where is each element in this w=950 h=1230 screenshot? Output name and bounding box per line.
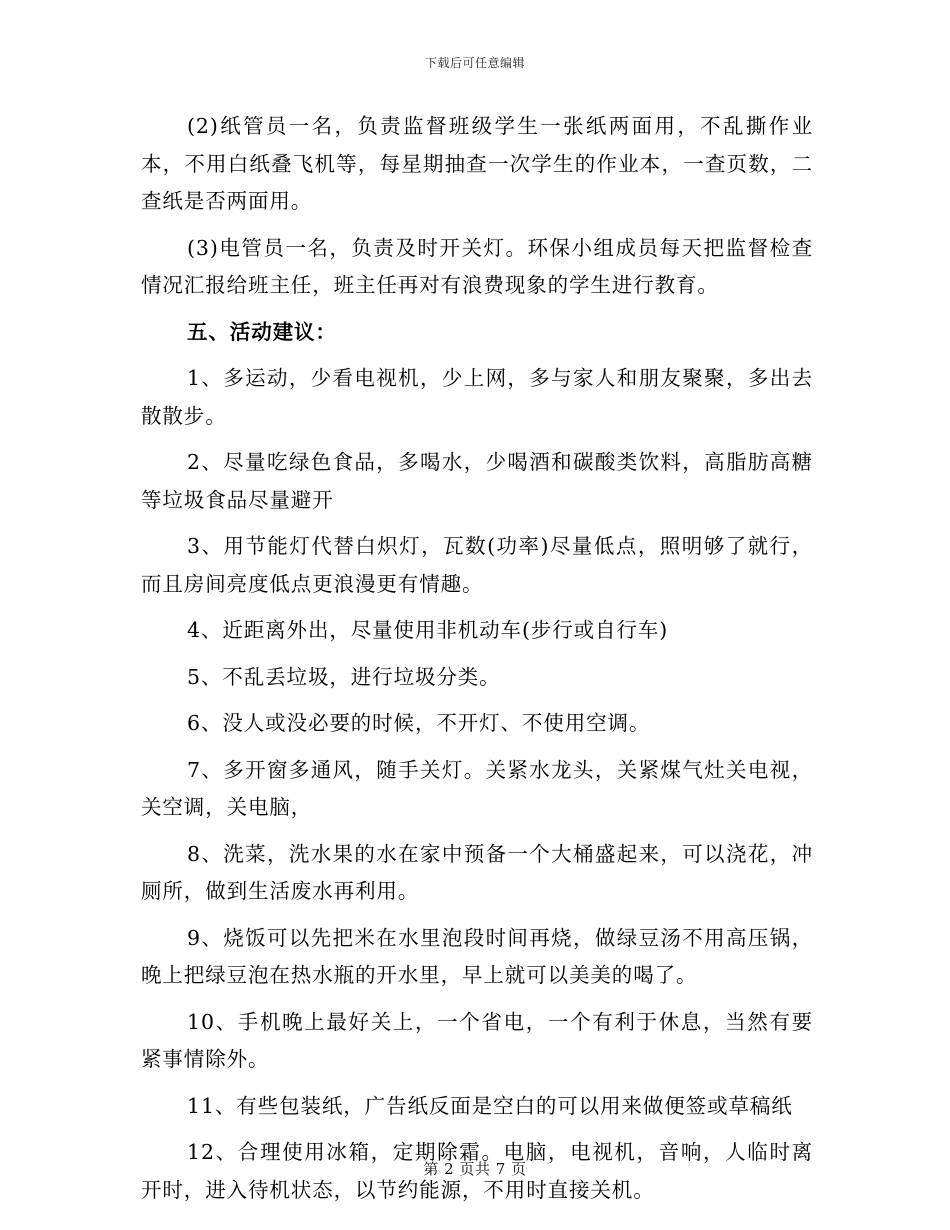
- list-item: 8、洗菜，洗水果的水在家中预备一个大桶盛起来，可以浇花，冲厕所，做到生活废水再利用。: [141, 841, 813, 903]
- list-item: 2、尽量吃绿色食品，多喝水，少喝酒和碳酸类饮料，高脂肪高糖等垃圾食品尽量避开: [141, 450, 813, 512]
- paragraph-paper-monitor: (2)纸管员一名，负责监督班级学生一张纸两面用，不乱撕作业本，不用白纸叠飞机等，每星期抽查一次学生的作业本，一查页数，二查纸是否两面用。: [141, 114, 813, 213]
- list-item: 5、不乱丢垃圾，进行垃圾分类。: [187, 664, 501, 689]
- section-heading-activity-suggestions: 五、活动建议：: [187, 319, 337, 344]
- list-item: 10、手机晚上最好关上，一个省电，一个有利于休息，当然有要紧事情除外。: [141, 1009, 813, 1071]
- list-item: 7、多开窗多通风，随手关灯。关紧水龙头，关紧煤气灶关电视，关空调，关电脑，: [141, 757, 813, 819]
- page-number-footer: 第 2 页共 7 页: [423, 1160, 527, 1178]
- list-item: 11、有些包装纸，广告纸反面是空白的可以用来做便签或草稿纸: [187, 1093, 793, 1118]
- list-item: 12、合理使用冰箱，定期除霜。电脑，电视机，音响，人临时离开时，进入待机状态，以节约能源，不用时直接关机。: [141, 1140, 813, 1202]
- list-item: 4、近距离外出，尽量使用非机动车(步行或自行车): [187, 618, 669, 642]
- list-item: 1、多运动，少看电视机，少上网，多与家人和朋友聚聚，多出去散散步。: [141, 366, 813, 428]
- list-item: 6、没人或没必要的时候，不开灯、不使用空调。: [187, 711, 651, 735]
- page-header: 下载后可任意编辑: [424, 56, 525, 70]
- document-body: [141, 108, 813, 1218]
- paragraph-power-monitor: (3)电管员一名，负责及时开关灯。环保小组成员每天把监督检查情况汇报给班主任，班主任再对有浪费现象的学生进行教育。: [141, 235, 813, 297]
- list-item: 3、用节能灯代替白炽灯，瓦数(功率)尽量低点，照明够了就行，而且房间亮度低点更浪漫更有情趣。: [141, 534, 813, 596]
- list-item: 9、烧饭可以先把米在水里泡段时间再烧，做绿豆汤不用高压锅，晚上把绿豆泡在热水瓶的开水里，早上就可以美美的喝了。: [141, 925, 813, 987]
